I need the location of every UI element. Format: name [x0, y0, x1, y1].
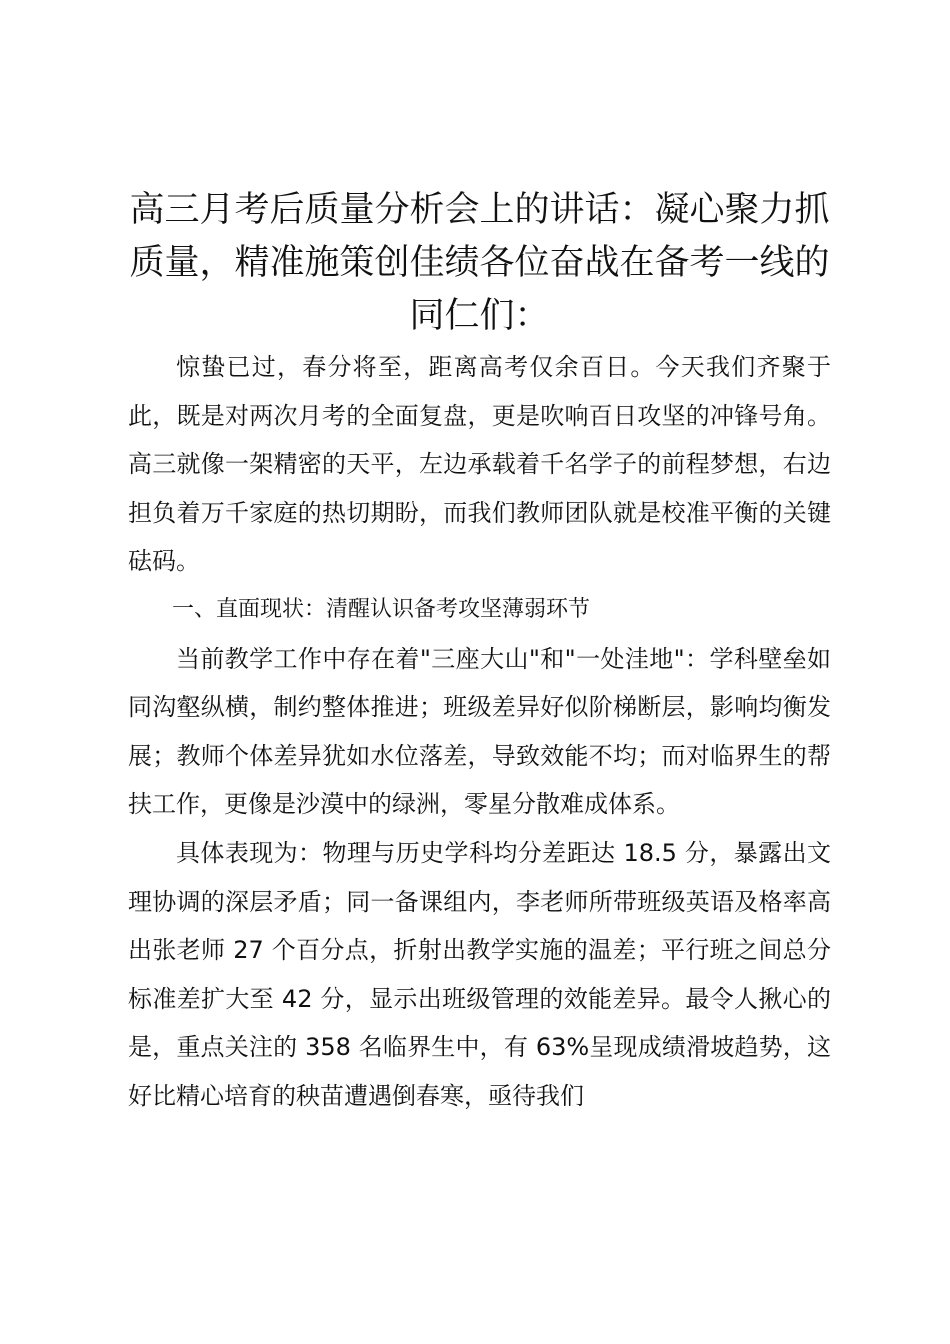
intro-paragraph: 惊蛰已过，春分将至，距离高考仅余百日。今天我们齐聚于此，既是对两次月考的全面复盘，更是吹响百日攻坚的冲锋号角。高三就像一架精密的天平，左边承载着千名学子的前程梦想，右边担负着万千家庭的热切期盼，而我们教师团队就是校准平衡的关键砝码。: [128, 353, 831, 576]
document-body: [128, 184, 831, 1121]
section1-paragraph-1: 当前教学工作中存在着"三座大山"和"一处洼地"：学科壁垒如同沟壑纵横，制约整体推进；班级差异好似阶梯断层，影响均衡发展；教师个体差异犹如水位落差，导致效能不均；而对临界生的帮扶工作，更像是沙漠中的绿洲，零星分散难成体系。: [128, 644, 831, 819]
section-heading-1: 一、直面现状：清醒认识备考攻坚薄弱环节: [172, 596, 591, 622]
section1-paragraph-2: 具体表现为：物理与历史学科均分差距达 18.5 分，暴露出文理协调的深层矛盾；同一备课组内，李老师所带班级英语及格率高出张老师 27 个百分点，折射出教学实施的温差；平行班之间总分标准差扩大至 42 分，显示出班级管理的效能差异。最令人揪心的是，重点关注的 358 名临界生中，有 63%呈现成绩滑坡趋势，这好比精心培育的秧苗遭遇倒春寒，亟待我们: [128, 838, 831, 1110]
document-title: 高三月考后质量分析会上的讲话：凝心聚力抓质量，精准施策创佳绩各位奋战在备考一线的同仁们：: [129, 190, 830, 336]
